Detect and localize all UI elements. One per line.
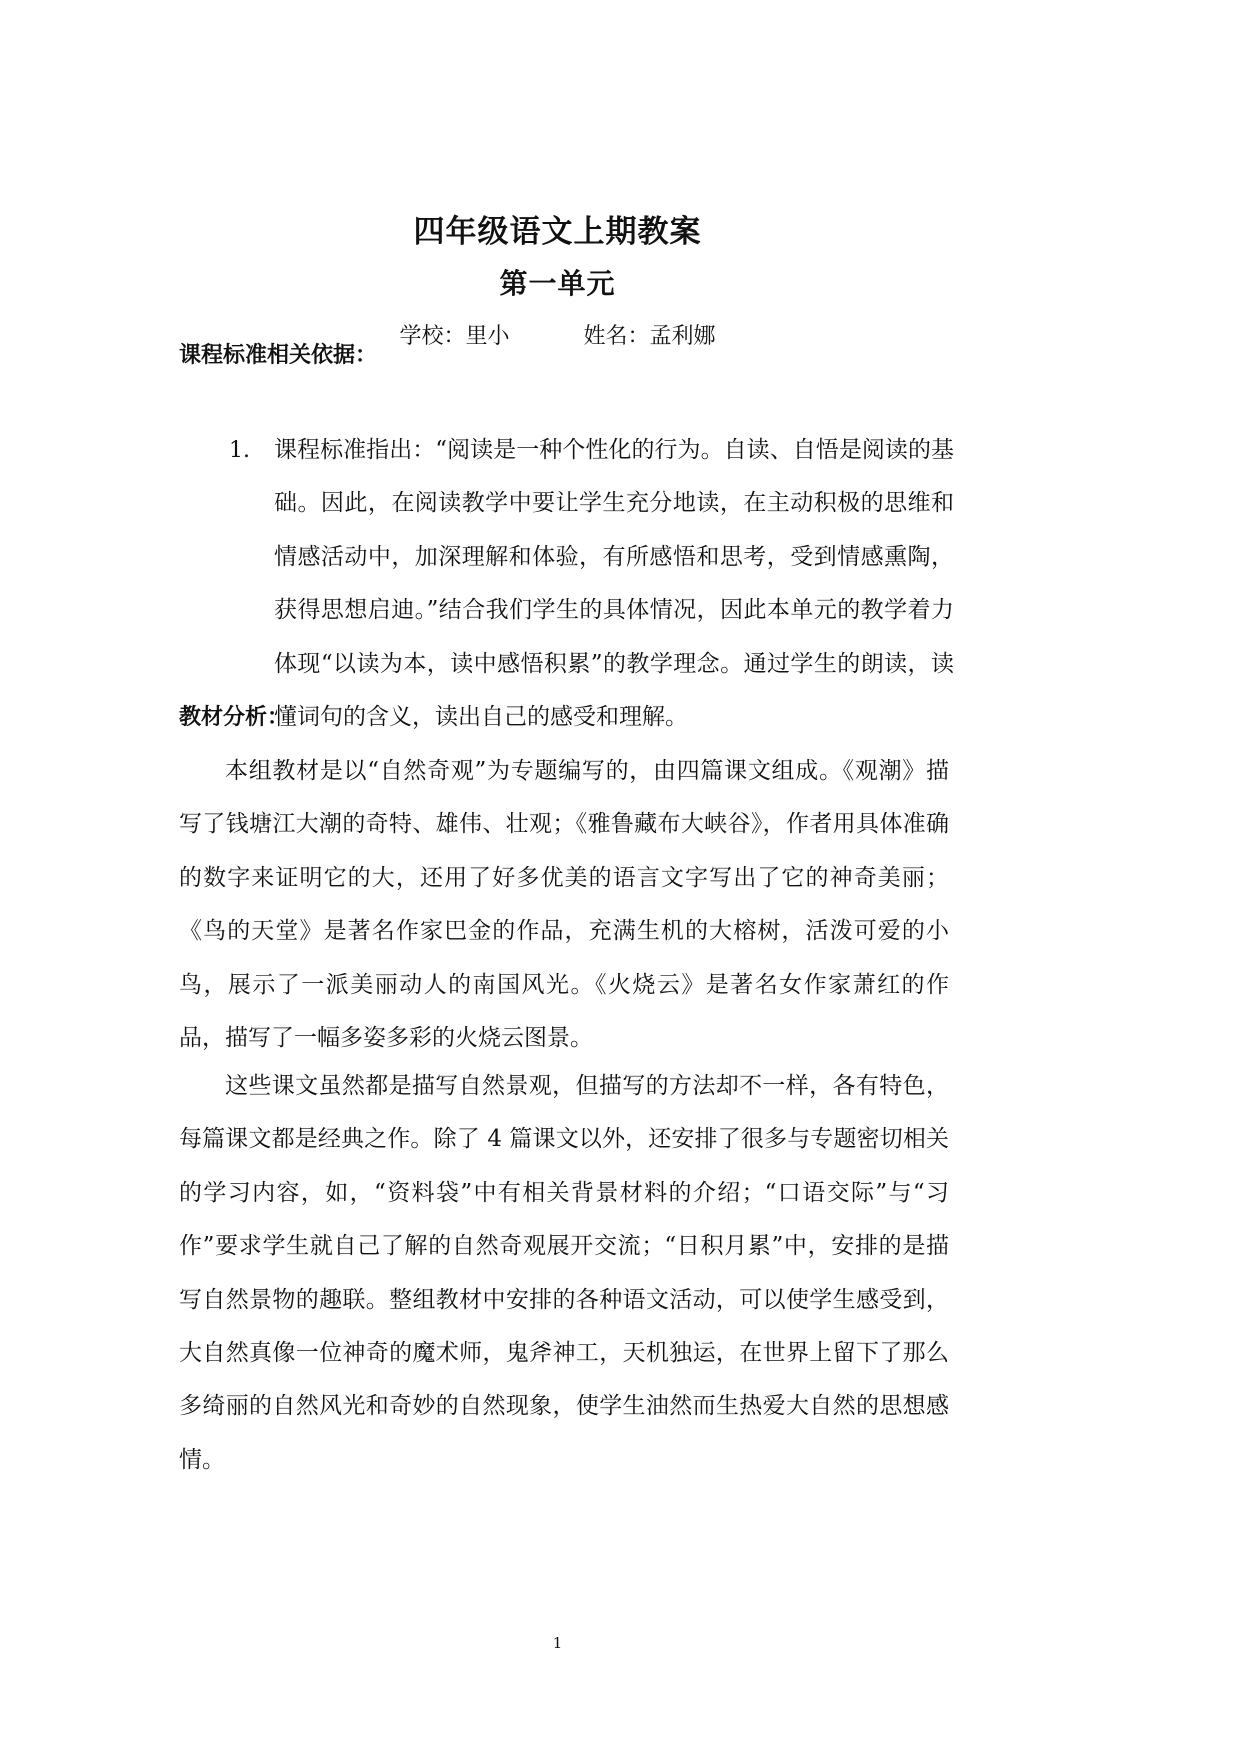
author-info	[0, 320, 1115, 354]
school-label: 学校：里小	[399, 324, 510, 349]
document-subtitle: 第一单元	[499, 267, 616, 300]
analysis-heading: 教材分析：	[179, 704, 290, 730]
analysis-paragraph-2: 这些课文虽然都是描写自然景观，但描写的方法却不一样，各有特色，每篇课文都是经典之作。除了 4 篇课文以外，还安排了很多与专题密切相关的学习内容，如，“资料袋”中有相关背景材料的介绍；“口语交际”与“习作”要求学生就自己了解的自然奇观展开交流；“日积月累”中，安排的是描写自然景物的趣联。整组教材中安排的各种语文活动，可以使学生感受到，大自然真像一位神奇的魔术师，鬼斧神工，天机独运，在世界上留下了那么多绮丽的自然风光和奇妙的自然现象，使学生油然而生热爱大自然的思想感情。	[179, 1073, 949, 1473]
analysis-paragraph-1: 本组教材是以“自然奇观”为专题编写的，由四篇课文组成。《观潮》描写了钱塘江大潮的奇特、雄伟、壮观；《雅鲁藏布大峡谷》，作者用具体准确的数字来证明它的大，还用了好多优美的语言文字写出了它的神奇美丽；《鸟的天堂》是著名作家巴金的作品，充满生机的大榕树，活泼可爱的小鸟，展示了一派美丽动人的南国风光。《火烧云》是著名女作家萧红的作品，描写了一幅多姿多彩的火烧云图景。	[179, 758, 949, 1052]
standards-heading: 课程标准相关依据：	[179, 342, 378, 368]
list-item-text: 课程标准指出：“阅读是一种个性化的行为。自读、自悟是阅读的基础。因此，在阅读教学中要让学生充分地读，在主动积极的思维和情感活动中，加深理解和体验，有所感悟和思考，受到情感熏陶，获得思想启迪。”结合我们学生的具体情况，因此本单元的教学着力体现“以读为本，读中感悟积累”的教学理念。通过学生的朗读，读懂词句的含义，读出自己的感受和理解。	[274, 437, 954, 731]
list-item-number: 1.	[229, 438, 250, 463]
document-title: 四年级语文上期教案	[413, 214, 702, 250]
name-label: 姓名：孟利娜	[583, 324, 716, 349]
standards-list-item	[229, 424, 954, 744]
page-number: 1	[552, 1634, 563, 1652]
